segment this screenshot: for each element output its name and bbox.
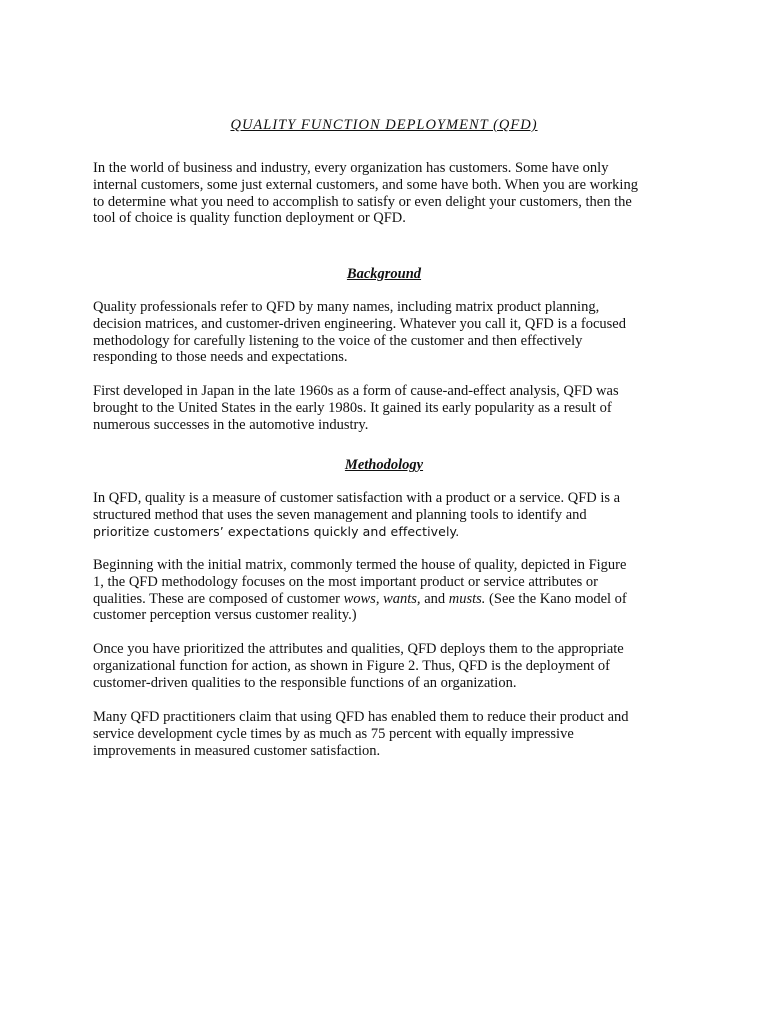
background-p1-line: methodology for carefully listening to the voice of the customer and then effectively xyxy=(93,332,583,349)
methodology-p3-line: organizational function for action, as shown in Figure 2. Thus, QFD is the deployment of xyxy=(93,657,610,674)
methodology-p4-line: Many QFD practitioners claim that using QFD has enabled them to reduce their product and xyxy=(93,709,629,725)
methodology-p2-line: Beginning with the initial matrix, commonly termed the house of quality, depicted in Figure xyxy=(93,557,627,573)
background-p2-line: brought to the United States in the early 1980s. It gained its early popularity as a result of xyxy=(93,399,612,416)
methodology-p1-line: structured method that uses the seven management and planning tools to identify and xyxy=(93,506,587,523)
methodology-p3-line: Once you have prioritized the attributes and qualities, QFD deploys them to the appropriate xyxy=(93,641,624,657)
intro-line: tool of choice is quality function deployment or QFD. xyxy=(93,210,406,227)
methodology-p4-line: service development cycle times by as much as 75 percent with equally impressive xyxy=(93,725,574,742)
methodology-paragraph-4 xyxy=(93,709,683,759)
methodology-p2-line: 1, the QFD methodology focuses on the most important product or service attributes or xyxy=(93,573,598,590)
methodology-p2-text: and xyxy=(420,590,449,607)
background-p1-line: decision matrices, and customer-driven engineering. Whatever you call it, QFD is a focused xyxy=(93,315,626,332)
wants-term: wants, xyxy=(383,590,421,607)
methodology-p2-text: qualities. These are composed of customer xyxy=(93,590,344,607)
methodology-p4-line: improvements in measured customer satisfaction. xyxy=(93,742,381,759)
methodology-p1-line: prioritize customers’ expectations quickly and effectively. xyxy=(93,523,460,539)
methodology-heading: Methodology xyxy=(344,457,424,473)
methodology-paragraph-3 xyxy=(93,641,683,691)
methodology-p2-text: (See the Kano model of xyxy=(485,590,627,607)
methodology-paragraph-1 xyxy=(93,490,683,540)
background-p1-line: Quality professionals refer to QFD by many names, including matrix product planning, xyxy=(93,299,600,315)
intro-line: In the world of business and industry, every organization has customers. Some have only xyxy=(93,160,609,176)
wows-term: wows, xyxy=(343,590,380,607)
methodology-p2-line xyxy=(93,591,683,608)
document-title: QUALITY FUNCTION DEPLOYMENT (QFD) xyxy=(230,117,538,133)
methodology-p2-line: customer perception versus customer reality.) xyxy=(93,607,357,624)
background-p2-line: First developed in Japan in the late 1960s as a form of cause-and-effect analysis, QFD was xyxy=(93,383,619,399)
methodology-paragraph-2 xyxy=(93,557,683,624)
background-p2-line: numerous successes in the automotive industry. xyxy=(93,416,369,433)
intro-line: internal customers, some just external customers, and some have both. When you are working xyxy=(93,176,638,193)
methodology-p1-line: In QFD, quality is a measure of customer satisfaction with a product or a service. QFD is a xyxy=(93,490,621,506)
methodology-p3-line: customer-driven qualities to the responsible functions of an organization. xyxy=(93,674,517,691)
background-paragraph-1 xyxy=(93,299,683,366)
background-p1-line: responding to those needs and expectations. xyxy=(93,349,348,366)
intro-paragraph xyxy=(93,160,683,227)
intro-line: to determine what you need to accomplish to satisfy or even delight your customers, then the xyxy=(93,193,632,210)
musts-term: musts. xyxy=(448,590,486,607)
background-heading: Background xyxy=(346,266,422,282)
background-paragraph-2 xyxy=(93,383,683,433)
